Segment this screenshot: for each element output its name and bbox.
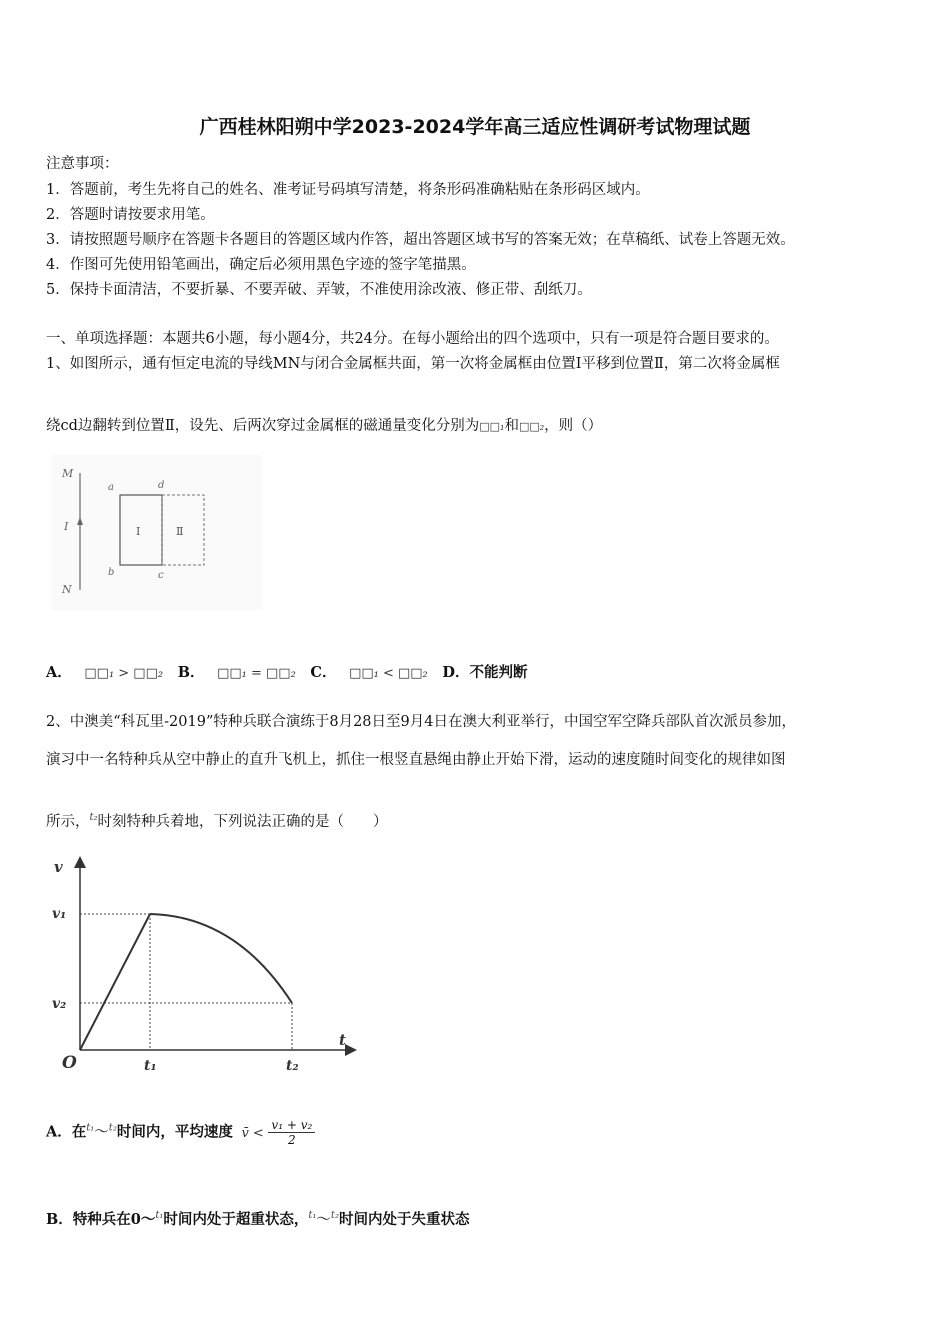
v2-label: v₂ [52, 996, 67, 1012]
decel-curve [150, 914, 292, 1003]
q2-option-a-t1: t₁ [86, 1122, 95, 1134]
q2-option-a-fraction [268, 1118, 315, 1147]
q1-text-part-b: 和 [504, 418, 519, 434]
q2-option-a-t2: t₂ [108, 1122, 117, 1134]
q2-option-b-text2: 时间内处于失重状态 [338, 1211, 470, 1228]
axis-v-label: v [54, 858, 63, 876]
section-heading: 一、单项选择题：本题共6小题，每小题4分，共24分。在每小题给出的四个选项中，只有一项是符合题目要求的。 [46, 331, 779, 347]
q2-option-b-t2: t₂ [330, 1210, 339, 1222]
q1-text-line1: 1、如图所示，通有恒定电流的导线MN与闭合金属框共面，第一次将金属框由位置Ⅰ平移到位置Ⅱ，第二次将金属框 [46, 356, 780, 372]
label-position-1: Ⅰ [136, 525, 141, 538]
label-n: N [62, 583, 72, 596]
q2-option-b-t1b: t₁ [308, 1210, 317, 1222]
q1-figure [52, 455, 262, 610]
q2-t2-symbol: t₂ [89, 812, 98, 824]
notice-item-2: 2．答题时请按要求用笔。 [46, 207, 215, 223]
q1-option-a-label[interactable]: A． [46, 664, 72, 681]
phi1-symbol: □□₁ [479, 420, 505, 433]
q1-figure-bg [52, 455, 262, 610]
fraction-numerator: v₁ + v₂ [268, 1118, 315, 1133]
v1-label: v₁ [52, 906, 67, 922]
q1-text-part-c: ，则（） [544, 418, 603, 434]
q1-text-part-a: 绕cd边翻转到位置Ⅱ，设先、后两次穿过金属框的磁通量变化分别为 [46, 418, 480, 434]
notice-heading: 注意事项： [46, 156, 119, 172]
axis-t-label: t [339, 1031, 346, 1049]
q2-option-b[interactable] [46, 1208, 469, 1229]
q1-option-c-label[interactable]: C． [310, 664, 337, 681]
q2-option-b-prefix: B．特种兵在0～ [46, 1211, 156, 1228]
notice-item-1: 1．答题前，考生先将自己的姓名、准考证号码填写清楚，将条形码准确粘贴在条形码区域内。 [46, 182, 650, 198]
q1-option-d[interactable]: D．不能判断 [442, 664, 528, 681]
q1-option-a-expr: □□₁ > □□₂ [84, 666, 164, 681]
q2-option-a[interactable] [46, 1118, 315, 1147]
q1-option-b-label[interactable]: B． [177, 664, 205, 681]
label-current: I [64, 520, 69, 533]
q1-text-line2 [46, 414, 602, 435]
q2-option-a-tilde: ～ [94, 1124, 109, 1141]
q2-vt-graph [46, 850, 366, 1085]
phi2-symbol: □□₂ [518, 420, 545, 433]
notice-item-3: 3．请按照题号顺序在答题卡各题目的答题区域内作答，超出答题区域书写的答案无效；在草稿纸、试卷上答题无效。 [46, 232, 795, 248]
q2-option-b-text1: 时间内处于超重状态， [163, 1211, 309, 1228]
q2-text-line3 [46, 810, 388, 831]
label-position-2: Ⅱ [176, 525, 184, 538]
label-c: c [158, 570, 164, 581]
accel-segment [80, 914, 150, 1050]
label-d: d [158, 480, 165, 491]
fraction-denominator: 2 [288, 1133, 296, 1147]
q2-option-a-vbar: v̄ < [241, 1125, 264, 1141]
q2-text-line1: 2、中澳美“科瓦里-2019”特种兵联合演练于8月28日至9月4日在澳大利亚举行，中国空军空降兵部队首次派员参加， [46, 714, 796, 730]
origin-label: O [62, 1053, 77, 1073]
label-b: b [108, 567, 115, 578]
q2-text-line2: 演习中一名特种兵从空中静止的直升飞机上，抓住一根竖直悬绳由静止开始下滑，运动的速度随时间变化的规律如图 [46, 752, 786, 768]
q2-option-b-t1: t₁ [155, 1210, 164, 1222]
q2-option-a-text: 时间内，平均速度 [116, 1123, 233, 1141]
q2-text-part-a: 所示， [46, 814, 90, 830]
q1-option-c-expr: □□₁ < □□₂ [349, 666, 428, 681]
q2-option-b-tilde: ～ [316, 1212, 331, 1228]
q2-option-a-prefix: A．在 [46, 1123, 87, 1141]
notice-item-5: 5．保持卡面清洁，不要折暴、不要弄破、弄皱，不准使用涂改液、修正带、刮纸刀。 [46, 282, 592, 298]
q1-options [46, 661, 527, 682]
notice-item-4: 4．作图可先使用铅笔画出，确定后必须用黑色字迹的签字笔描黑。 [46, 257, 476, 273]
label-m: M [62, 467, 74, 480]
t2-label: t₂ [286, 1058, 299, 1074]
t1-label: t₁ [144, 1058, 157, 1074]
page-title: 广西桂林阳朔中学2023-2024学年高三适应性调研考试物理试题 [199, 116, 751, 138]
label-a: a [108, 482, 114, 493]
q1-option-b-expr: □□₁ = □□₂ [217, 666, 296, 681]
q2-text-part-b: 时刻特种兵着地，下列说法正确的是（ ） [97, 814, 388, 830]
